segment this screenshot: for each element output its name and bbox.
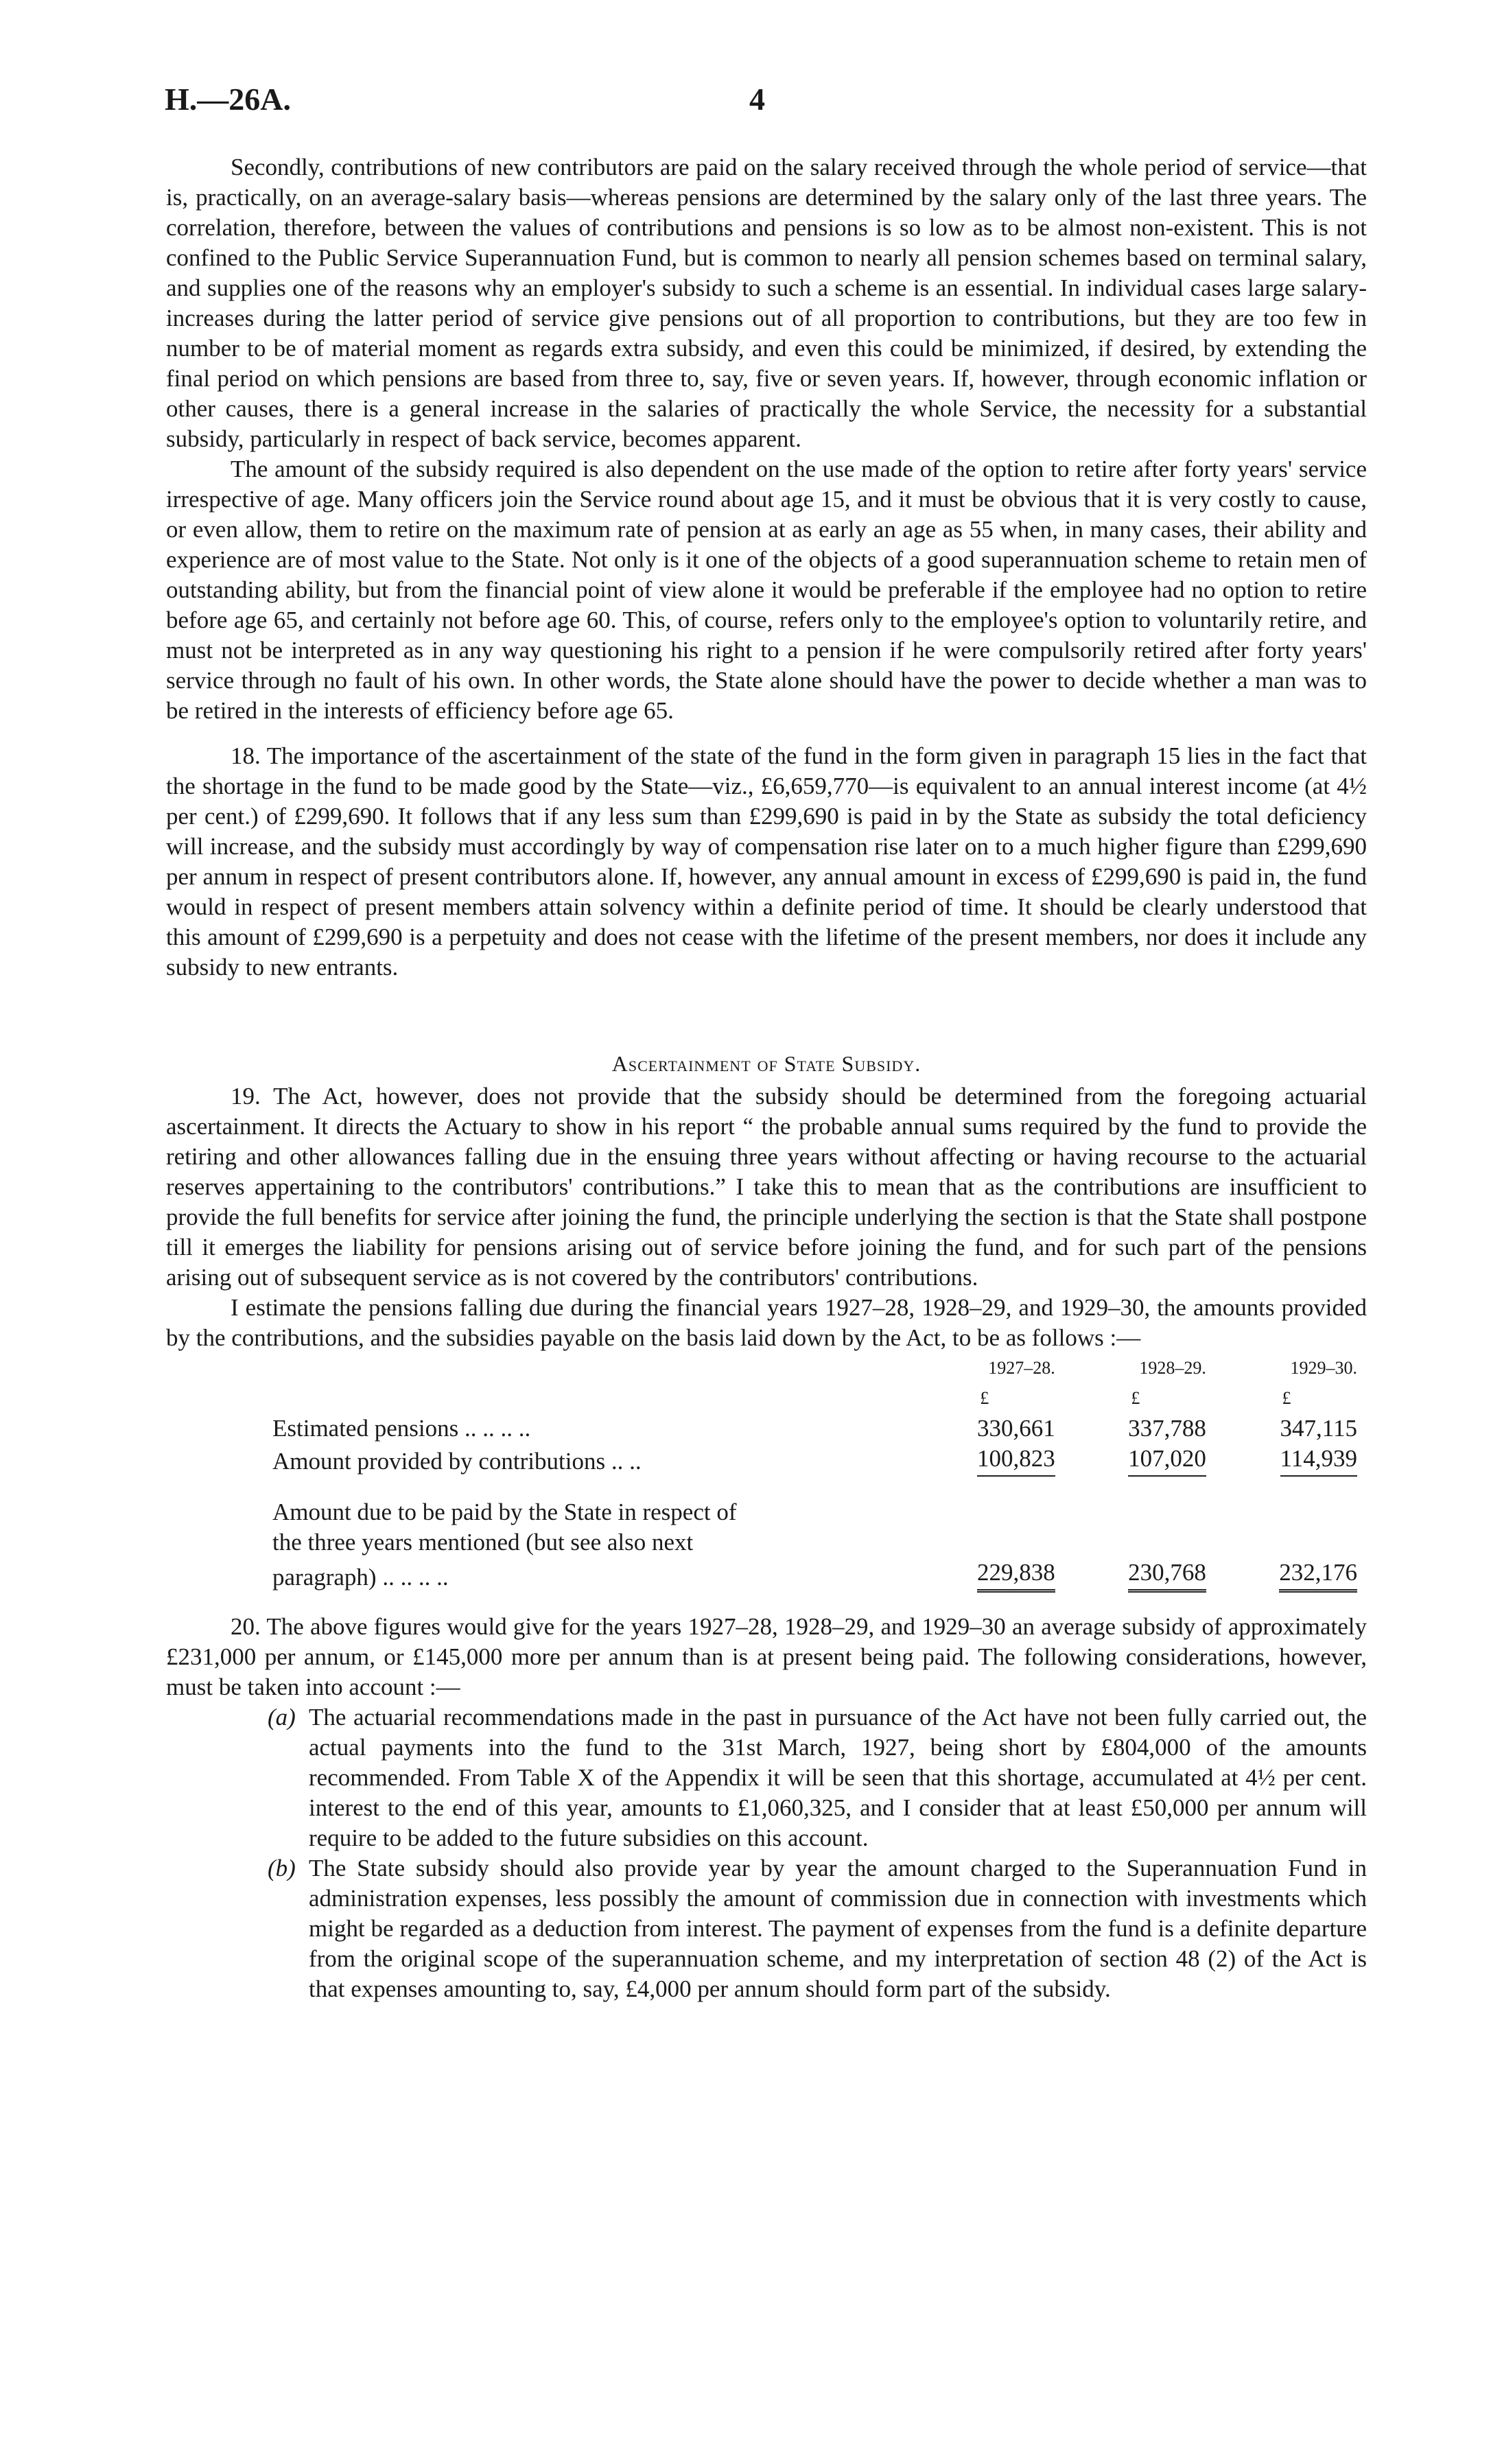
cell-value: 114,939 bbox=[1280, 1444, 1357, 1477]
table-row bbox=[272, 1444, 1367, 1477]
paragraph-19-estimate: I estimate the pensions falling due during the financial years 1927–28, 1928–29, and 1929–30, the amounts provided by the contributions, and the subsidies payable on the basis laid down by the Act, to be as follows :— bbox=[166, 1294, 1367, 1351]
row-label: Amount provided by contributions .. .. bbox=[272, 1448, 642, 1475]
row-label: Estimated pensions .. .. .. .. bbox=[272, 1415, 531, 1442]
cell-value: 330,661 bbox=[977, 1415, 1055, 1442]
unit-label: £ bbox=[1131, 1388, 1140, 1408]
cell-value: 347,115 bbox=[1280, 1415, 1357, 1442]
item-text: The State subsidy should also provide year by year the amount charged to the Superannuation Fund in administration expenses, less possibly the amount of commission due in connection with investments which might be regarded as a deduction from interest. The payment of expenses from the fund is a definite departure from the original scope of the superannuation scheme, and my interpretation of section 48 (2) of the Act is that expenses amounting to, say, £4,000 per annum should form part of the subsidy. bbox=[309, 1855, 1367, 2002]
total-label: paragraph) .. .. .. .. bbox=[272, 1564, 449, 1591]
document-code: H.—26A. bbox=[165, 82, 291, 117]
item-text: The actuarial recommendations made in the past in pursuance of the Act have not been fully carried out, the actual payments into the fund to the 31st March, 1927, being short by £804,000 of the amounts recommended. From Table X of the Appendix it will be seen that this shortage, accumulated at 4½ per cent. interest to the end of this year, amounts to £1,060,325, and I consider that at least £50,000 per annum will require to be added to the future subsidies on this account. bbox=[309, 1704, 1367, 1851]
pension-estimates-table bbox=[272, 1353, 1367, 1593]
cell-value: 107,020 bbox=[1128, 1444, 1206, 1477]
cell-value: 337,788 bbox=[1128, 1415, 1206, 1442]
total-row-label-1 bbox=[272, 1497, 1367, 1527]
total-label: Amount due to be paid by the State in respect of bbox=[272, 1499, 737, 1525]
year-header: 1928–29. bbox=[1139, 1358, 1206, 1378]
total-value: 230,768 bbox=[1128, 1558, 1206, 1593]
item-marker: (a) bbox=[268, 1704, 296, 1730]
list-item bbox=[268, 1702, 1367, 1853]
total-row-label-2 bbox=[272, 1527, 1367, 1558]
table-year-header-row bbox=[272, 1353, 1367, 1383]
paragraph-subsidy-option: The amount of the subsidy required is also dependent on the use made of the option to retire after forty years' service irrespective of age. Many officers join the Service round about age 15, and it must be obvious that it is very costly to cause, or even allow, them to retire on the maximum rate of pension at as early an age as 55 when, in many cases, their ability and experience are of most value to the State. Not only is it one of the objects of a good superannuation scheme to retain men of outstanding ability, but from the financial point of view alone it would be preferable if the employee had no option to retire before age 65, and certainly not before age 60. This, of course, refers only to the employee's option to voluntarily retire, and must not be interpreted as in any way questioning his right to a pension if he were compulsorily retired after forty years' service through no fault of his own. In other words, the State alone should have the power to decide whether a man was to be retired in the interests of efficiency before age 65. bbox=[166, 456, 1367, 724]
total-label: the three years mentioned (but see also next bbox=[272, 1529, 694, 1556]
document-body bbox=[166, 152, 1367, 2004]
cell-value: 100,823 bbox=[977, 1444, 1055, 1477]
total-value: 229,838 bbox=[977, 1558, 1055, 1593]
year-header: 1927–28. bbox=[988, 1358, 1055, 1378]
section-heading: Ascertainment of State Subsidy. bbox=[611, 1051, 921, 1076]
total-value: 232,176 bbox=[1279, 1558, 1357, 1593]
table-total-row bbox=[272, 1558, 1367, 1593]
page-number: 4 bbox=[749, 82, 765, 117]
unit-label: £ bbox=[1282, 1388, 1291, 1408]
table-unit-row bbox=[272, 1383, 1367, 1413]
item-marker: (b) bbox=[268, 1855, 296, 1881]
list-item bbox=[268, 1853, 1367, 2004]
paragraph-20: 20. The above figures would give for the years 1927–28, 1928–29, and 1929–30 an average subsidy of approximately £231,000 per annum, or £145,000 more per annum than is at present being paid. The following considerations, however, must be taken into account :— bbox=[166, 1613, 1367, 1700]
unit-label: £ bbox=[980, 1388, 989, 1408]
paragraph-secondly: Secondly, contributions of new contributors are paid on the salary received through the whole period of service—that is, practically, on an average-salary basis—whereas pensions are determined by the salary only of the last three years. The correlation, therefore, between the values of contributions and pensions is so low as to be almost non-existent. This is not confined to the Public Service Superannuation Fund, but is common to nearly all pension schemes based on terminal salary, and supplies one of the reasons why an employer's subsidy to such a scheme is an essential. In individual cases large salary-increases during the latter period of service give pensions out of all proportion to contributions, but they are too few in number to be of material moment as regards extra subsidy, and even this could be minimized, if desired, by extending the final period on which pensions are based from three to, say, five or seven years. If, however, through economic inflation or other causes, there is a general increase in the salaries of practically the whole Service, the necessity for a substantial subsidy, particularly in respect of back service, becomes apparent. bbox=[166, 154, 1367, 452]
paragraph-19: 19. The Act, however, does not provide that the subsidy should be determined from the foregoing actuarial ascertainment. It directs the Actuary to show in his report “ the probable annual sums required by the fund to provide the retiring and other allowances falling due in the ensuing three years without affecting or having recourse to the actuarial reserves appertaining to the contributors' contributions.” I take this to mean that as the contributions are insufficient to provide the full benefits for service after joining the fund, the principle underlying the section is that the State shall postpone till it emerges the liability for pensions arising out of service before joining the fund, and for such part of the pensions arising out of subsequent service as is not covered by the contributors' contributions. bbox=[166, 1083, 1367, 1291]
paragraph-18: 18. The importance of the ascertainment of the state of the fund in the form given in paragraph 15 lies in the fact that the shortage in the fund to be made good by the State—viz., £6,659,770—is equivalent to an annual interest income (at 4½ per cent.) of £299,690. It follows that if any less sum than £299,690 is paid in by the State as subsidy the total deficiency will increase, and the subsidy must accordingly by way of compensation rise later on to a much higher figure than £299,690 per annum in respect of present contributors alone. If, however, any annual amount in excess of £299,690 is paid in, the fund would in respect of present members attain solvency within a definite period of time. It should be clearly understood that this amount of £299,690 is a perpetuity and does not cease with the lifetime of the present members, nor does it include any subsidy to new entrants. bbox=[166, 742, 1367, 981]
year-header: 1929–30. bbox=[1290, 1358, 1357, 1378]
table-row bbox=[272, 1413, 1367, 1444]
